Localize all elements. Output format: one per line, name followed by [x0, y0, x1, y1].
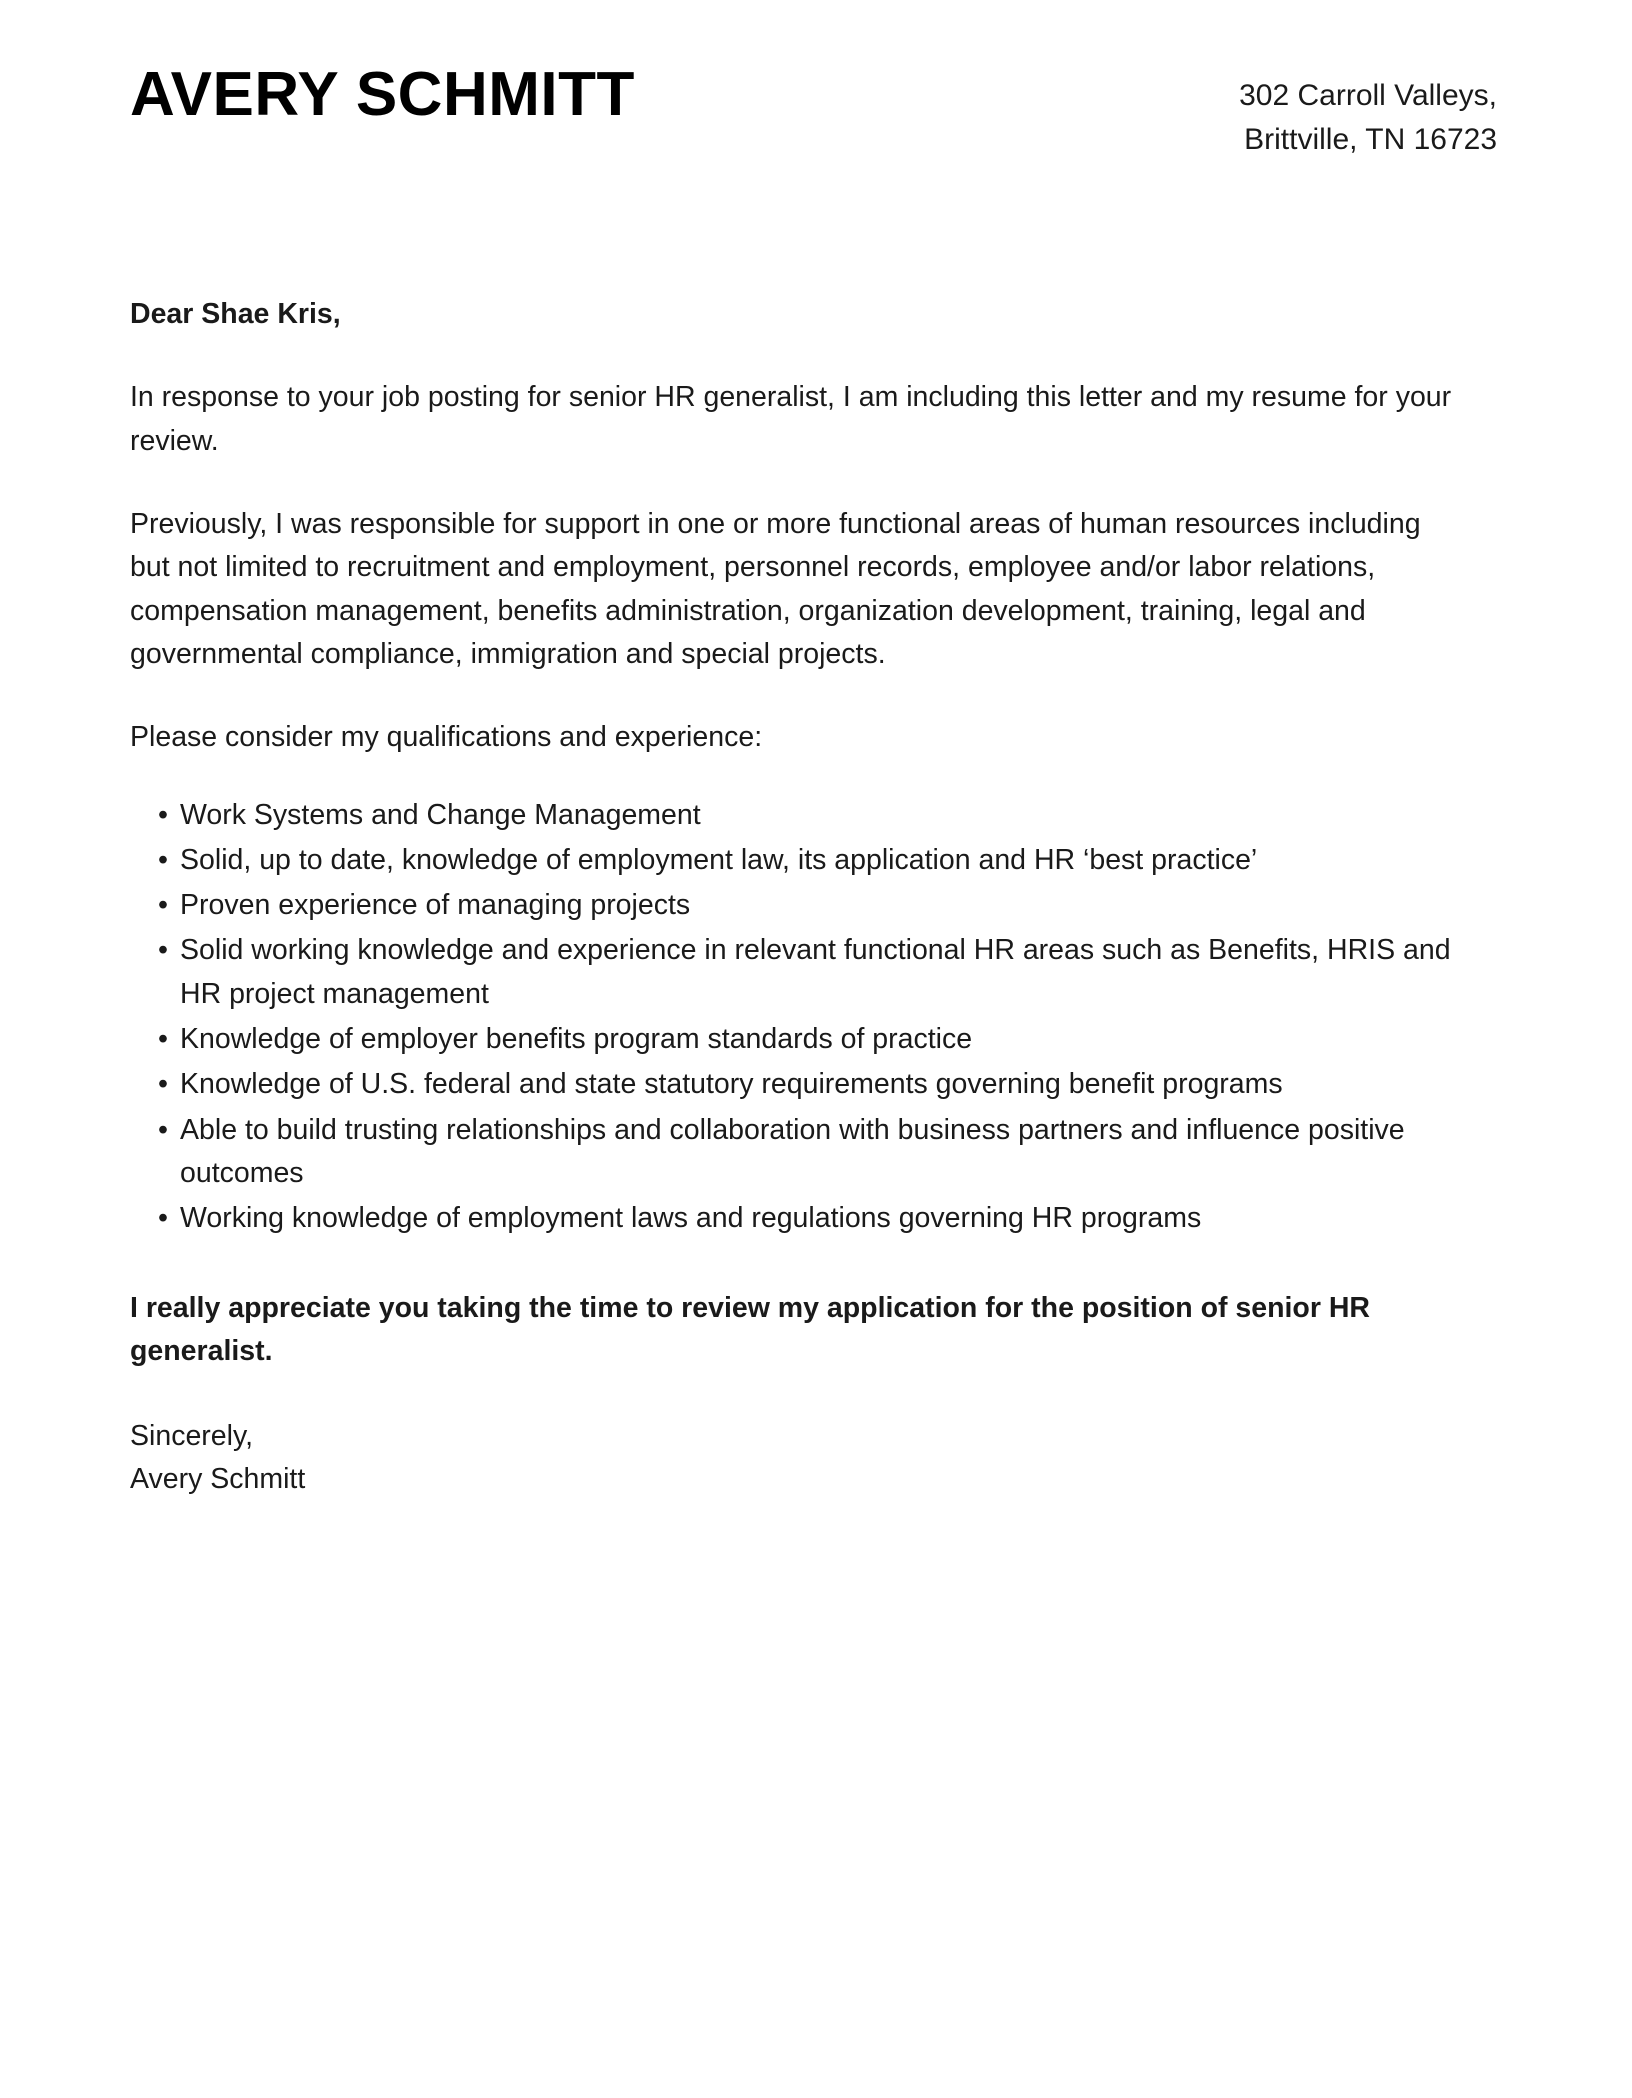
- address-line-street: 302 Carroll Valleys,: [1239, 79, 1497, 112]
- salutation: Dear Shae Kris,: [130, 298, 341, 330]
- signature-block: [130, 1415, 1460, 1501]
- list-item: • Able to build trusting relationships and collaboration with business partners and influence positive outcomes: [130, 1109, 1460, 1196]
- address-line-city-state-zip: Brittville, TN 16723: [1244, 122, 1497, 156]
- list-item: • Proven experience of managing projects: [130, 884, 1460, 927]
- list-item: • Working knowledge of employment laws and regulations governing HR programs: [130, 1197, 1460, 1240]
- body-paragraph-intro: In response to your job posting for senior HR generalist, I am including this letter and my resume for your review.: [130, 381, 1452, 457]
- list-item: • Knowledge of employer benefits program standards of practice: [130, 1018, 1460, 1061]
- list-item: • Work Systems and Change Management: [130, 794, 1460, 837]
- letter-body: [0, 293, 1632, 1501]
- list-item: • Solid working knowledge and experience in relevant functional HR areas such as Benefits, HRIS and HR project management: [130, 929, 1460, 1016]
- body-paragraph-experience: Previously, I was responsible for support in one or more functional areas of human resources including but not limited to recruitment and employment, personnel records, employee and/or labor relations, compensation management, benefits administration, organization development, training, legal and governmental compliance, immigration and special projects.: [130, 507, 1421, 670]
- signature-name: Avery Schmitt: [130, 1463, 306, 1495]
- qualifications-list: [130, 794, 1460, 1241]
- list-item: • Solid, up to date, knowledge of employment law, its application and HR ‘best practice’: [130, 839, 1460, 882]
- signoff: Sincerely,: [130, 1420, 254, 1453]
- page-title: AVERY SCHMITT: [130, 60, 635, 129]
- letter-header: [0, 0, 1632, 161]
- sender-address-block: [1239, 62, 1497, 161]
- list-item: • Knowledge of U.S. federal and state statutory requirements governing benefit programs: [130, 1063, 1460, 1106]
- closing-paragraph: I really appreciate you taking the time to review my application for the position of senior HR generalist.: [130, 1291, 1371, 1367]
- body-paragraph-qualifications-intro: Please consider my qualifications and experience:: [130, 721, 763, 754]
